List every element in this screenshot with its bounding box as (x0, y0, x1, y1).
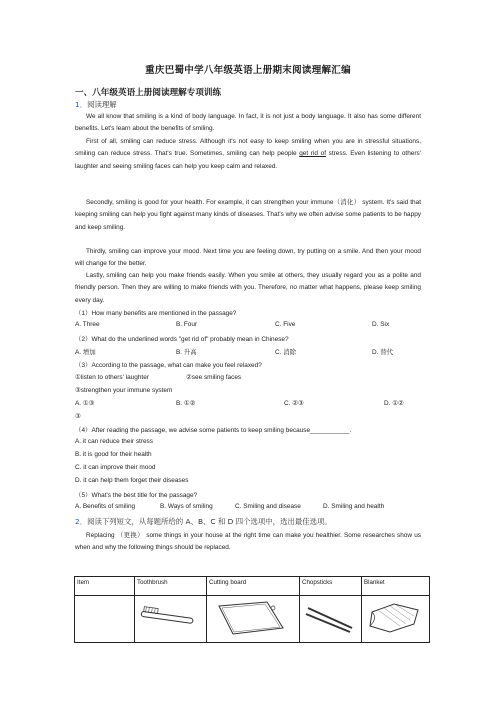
passage-paragraph: Secondly, smiling is good for your health. For example, it can strengthen your immune（消化） system. It's said that keeping smiling can help you fight against many kinds of diseases. That's why we often advise some patients to be happy and keep smiling. (75, 199, 421, 231)
question-text: （1）How many benefits are mentioned in the passage? (75, 310, 237, 317)
table-cell (362, 596, 430, 643)
question-text: （5）What's the best title for the passage? (75, 492, 198, 499)
table-cell (135, 596, 207, 643)
paragraph-text: First of all, smiling can reduce stress. Although it's not easy to keep smiling when you are in stressful situations, smiling can reduce stress. That's true. Sometimes, smiling can help people (75, 138, 421, 158)
option-d: D. Smiling and health (323, 503, 385, 510)
option-a: A. it can reduce their stress (75, 438, 153, 445)
option-a: A. ①③ (75, 400, 95, 407)
table-header-row (75, 577, 430, 596)
question-label: 阅读下列短文，从每题所给的 A、B、C 和 D 四个选项中，选出最佳选项。 (87, 517, 332, 526)
table-header-cell: Item (75, 577, 135, 596)
option-c: C. Smiling and disease (235, 503, 301, 510)
paragraph-text: stress. Even listening to others' laughter and seeing smiling faces can help you keep calm and relaxed. (75, 150, 421, 170)
option-c: C. Five (275, 321, 296, 328)
question-number: 2． (75, 517, 88, 526)
option-b: B. Four (176, 321, 198, 328)
option-d: D. Six (372, 321, 390, 328)
table-cell (207, 596, 300, 643)
question-text: （2）What do the underlined words "get rid of" probably mean in Chinese? (75, 336, 289, 343)
statement-item: ②see smiling faces (186, 374, 242, 381)
question-label: 阅读理解 (87, 100, 117, 109)
passage-paragraph (75, 136, 421, 173)
table-cell (75, 596, 135, 643)
passage-paragraph: We all know that smiling is a kind of body language. In fact, it is not just a body language. It also has some different benefits. Let's learn about the benefits of smiling. (75, 113, 421, 133)
table-header-cell: Blanket (362, 577, 430, 596)
table-header-cell: Chopsticks (300, 577, 362, 596)
option-c: C. ②③ (284, 400, 304, 407)
cutting-board-icon (209, 598, 293, 638)
question-2-heading (75, 516, 332, 527)
toothbrush-icon (137, 598, 199, 638)
question-text: （3）According to the passage, what can make you feel relaxed? (75, 362, 262, 369)
option-c: C. it can improve their mood (75, 464, 156, 471)
chopsticks-icon (302, 598, 356, 638)
passage-paragraph: Lastly, smiling can help you make friends easily. When you smile at others, they usually regard you as a polite and friendly person. Then they are willing to make friends with you. Therefore, no matter what happens, please keep smiling every day. (75, 272, 421, 304)
question-number: 1． (75, 100, 88, 109)
table-cell (300, 596, 362, 643)
option-a: A. Three (75, 321, 100, 328)
option-b: B. Ways of smiling (160, 503, 213, 510)
option-b: B. 升高 (176, 349, 197, 356)
passage-paragraph: Replacing （更换） some things in your house at the right time can make you healthier. Some researches show us when and why the following things should be replaced. (75, 532, 421, 552)
blanket-icon (364, 598, 424, 638)
option-b: B. it is good for their health (75, 451, 152, 458)
underlined-phrase: get rid of (299, 150, 326, 158)
passage-paragraph: Thirdly, smiling can improve your mood. Next time you are feeling down, try putting on a smile. And then your mood will change for the better. (75, 248, 421, 268)
question-1-heading (75, 99, 117, 110)
option-a: A. Benefits of smiling (75, 503, 136, 510)
table-header-cell: Toothbrush (135, 577, 207, 596)
option-a: A. 增加 (75, 349, 96, 356)
items-table (74, 576, 430, 643)
statement-item: ③strengthen your immune system (75, 387, 173, 394)
option-d: D. it can help them forget their diseases (75, 477, 189, 484)
statement-item: ①listen to others' laughter (75, 374, 149, 381)
option-d: D. 替代 (372, 349, 394, 356)
option-b: B. ①② (176, 400, 196, 407)
table-header-cell: Cutting board (207, 577, 300, 596)
option-d: D. ①② (384, 400, 404, 407)
option-c: C. 消除 (275, 349, 297, 356)
table-row (75, 596, 430, 643)
page-title: 重庆巴蜀中学八年级英语上册期末阅读理解汇编 (145, 65, 351, 76)
section-heading: 一、八年级英语上册阅读理解专项训练 (75, 88, 222, 98)
option-d-wrap: ③ (75, 413, 81, 420)
question-text: （4）After reading the passage, we advise some patients to keep smiling because___________. (75, 427, 352, 434)
